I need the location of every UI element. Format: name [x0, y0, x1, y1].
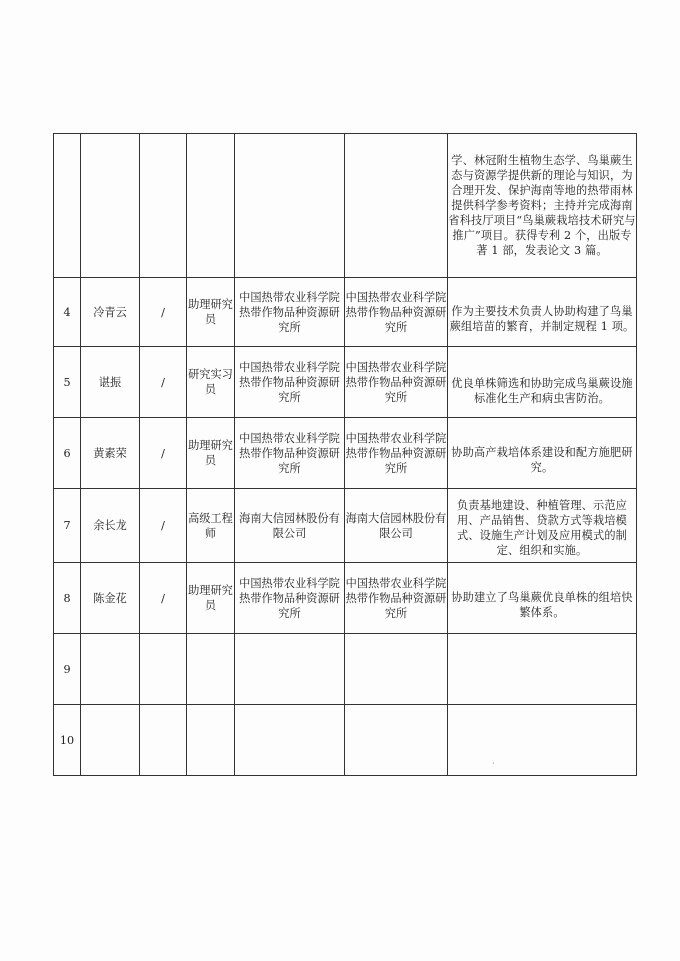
unit-cell [345, 634, 448, 705]
mark-cell [140, 134, 187, 278]
contribution-cell: 优良单株筛选和协助完成鸟巢蕨设施标准化生产和病虫害防治。 [448, 347, 637, 418]
no-cell [54, 134, 81, 278]
unit-cell: 中国热带农业科学院热带作物品种资源研究所 [345, 278, 448, 347]
mark-cell: / [140, 563, 187, 634]
workplace-cell [235, 705, 345, 776]
contribution-cell [448, 705, 637, 776]
workplace-cell: 中国热带农业科学院热带作物品种资源研究所 [235, 418, 345, 489]
contribution-cell: 学、林冠附生植物生态学、鸟巢蕨生态与资源学提供新的理论与知识，为合理开发、保护海南等地的热带雨林提供科学参考资料；主持并完成海南省科技厅项目“鸟巢蕨栽培技术研究与推广”项目。获得专利 2 个，出版专著 1 部，发表论文 3 篇。 [448, 134, 637, 278]
title-cell: 助理研究员 [187, 418, 235, 489]
title-cell: 助理研究员 [187, 563, 235, 634]
mark-cell: / [140, 418, 187, 489]
contribution-cell: 作为主要技术负责人协助构建了鸟巢蕨组培苗的繁育，并制定规程 1 项。 [448, 278, 637, 347]
table-row [54, 278, 637, 347]
name-cell: 陈金花 [81, 563, 140, 634]
title-cell: 高级工程师 [187, 489, 235, 563]
no-cell: 10 [54, 705, 81, 776]
name-cell: 谌振 [81, 347, 140, 418]
no-cell: 6 [54, 418, 81, 489]
unit-cell: 中国热带农业科学院热带作物品种资源研究所 [345, 418, 448, 489]
no-cell: 8 [54, 563, 81, 634]
mark-cell [140, 634, 187, 705]
workplace-cell: 中国热带农业科学院热带作物品种资源研究所 [235, 278, 345, 347]
table-row [54, 634, 637, 705]
personnel-table [53, 133, 637, 776]
unit-cell [345, 134, 448, 278]
workplace-cell [235, 134, 345, 278]
title-cell [187, 634, 235, 705]
no-cell: 9 [54, 634, 81, 705]
unit-cell: 中国热带农业科学院热带作物品种资源研究所 [345, 563, 448, 634]
name-cell: 黄素荣 [81, 418, 140, 489]
mark-cell: / [140, 489, 187, 563]
no-cell: 5 [54, 347, 81, 418]
name-cell: 余长龙 [81, 489, 140, 563]
unit-cell [345, 705, 448, 776]
name-cell [81, 705, 140, 776]
name-cell: 冷青云 [81, 278, 140, 347]
unit-cell: 海南大信园林股份有限公司 [345, 489, 448, 563]
mark-cell: / [140, 278, 187, 347]
title-cell: 助理研究员 [187, 278, 235, 347]
mark-cell: / [140, 347, 187, 418]
no-cell: 4 [54, 278, 81, 347]
name-cell [81, 634, 140, 705]
mark-cell [140, 705, 187, 776]
table-row [54, 563, 637, 634]
contribution-cell: 协助高产栽培体系建设和配方施肥研究。 [448, 418, 637, 489]
table-row [54, 418, 637, 489]
table-row [54, 489, 637, 563]
name-cell [81, 134, 140, 278]
contribution-cell [448, 634, 637, 705]
workplace-cell [235, 634, 345, 705]
title-cell: 研究实习员 [187, 347, 235, 418]
table-row [54, 705, 637, 776]
workplace-cell: 中国热带农业科学院热带作物品种资源研究所 [235, 563, 345, 634]
unit-cell: 中国热带农业科学院热带作物品种资源研究所 [345, 347, 448, 418]
scan-speck: · [492, 759, 495, 768]
table-row-continuation [54, 134, 637, 278]
contribution-cell: 负责基地建设、种植管理、示范应用、产品销售、贷款方式等栽培模式、设施生产计划及应用模式的制定、组织和实施。 [448, 489, 637, 563]
title-cell [187, 705, 235, 776]
contribution-cell: 协助建立了鸟巢蕨优良单株的组培快繁体系。 [448, 563, 637, 634]
title-cell [187, 134, 235, 278]
workplace-cell: 海南大信园林股份有限公司 [235, 489, 345, 563]
no-cell: 7 [54, 489, 81, 563]
workplace-cell: 中国热带农业科学院热带作物品种资源研究所 [235, 347, 345, 418]
table-row [54, 347, 637, 418]
